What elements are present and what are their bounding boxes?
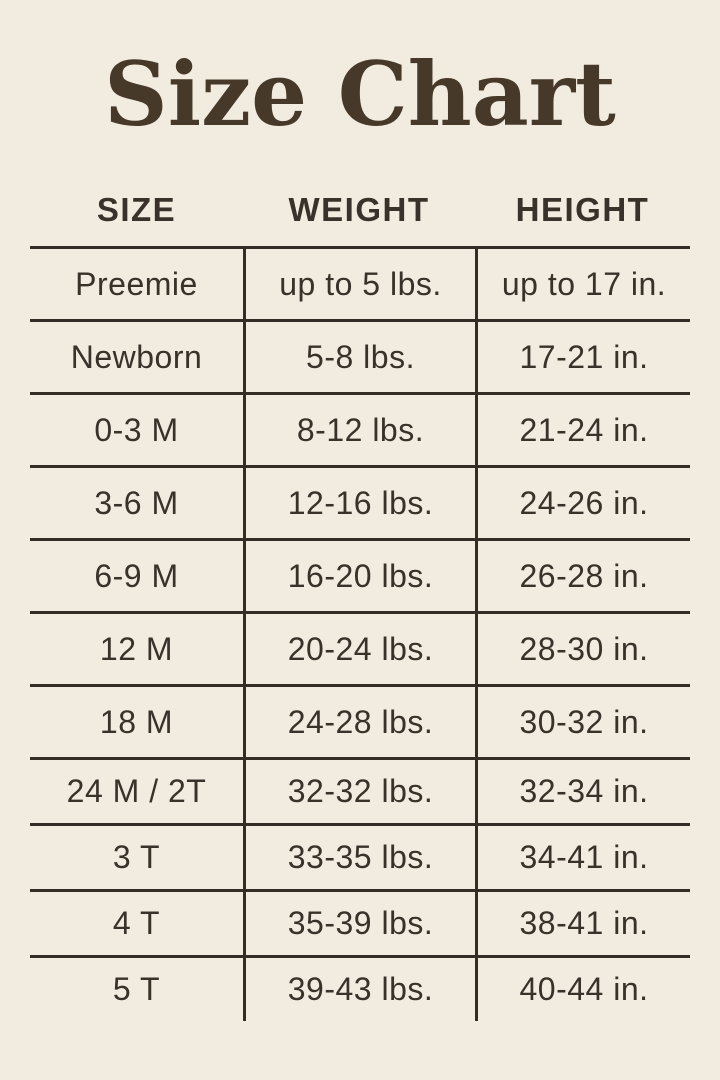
size-cell: 4 T [112,905,161,942]
height-cell: 28-30 in. [475,614,690,684]
table-header-row [30,174,690,246]
weight-cell: up to 5 lbs. [243,249,475,319]
table-row [30,955,690,1021]
column-header-height: HEIGHT [515,191,650,229]
table-row [30,392,690,465]
height-cell: 40-44 in. [475,958,690,1021]
size-cell: 18 M [99,703,174,740]
weight-cell: 35-39 lbs. [243,892,475,955]
weight-cell: 5-8 lbs. [243,322,475,392]
table-row [30,465,690,538]
weight-cell: 8-12 lbs. [243,395,475,465]
weight-cell: 16-20 lbs. [243,541,475,611]
table-row [30,889,690,955]
size-cell: Newborn [70,338,203,375]
table-row [30,246,690,319]
height-cell: 26-28 in. [475,541,690,611]
table-row [30,757,690,823]
size-cell: 24 M / 2T [66,773,207,810]
height-cell: 38-41 in. [475,892,690,955]
height-cell: 30-32 in. [475,687,690,757]
height-cell: 34-41 in. [475,826,690,889]
weight-cell: 20-24 lbs. [243,614,475,684]
size-cell: 12 M [99,630,174,667]
size-cell: 6-9 M [94,557,179,594]
weight-cell: 12-16 lbs. [243,468,475,538]
height-cell: 24-26 in. [475,468,690,538]
size-cell: 3 T [112,839,161,876]
page-title: Size Chart [104,42,616,146]
size-cell: 0-3 M [94,411,179,448]
table-row [30,611,690,684]
weight-cell: 33-35 lbs. [243,826,475,889]
column-header-size: SIZE [96,191,177,229]
size-cell: 3-6 M [94,484,179,521]
height-cell: 32-34 in. [475,760,690,823]
height-cell: 21-24 in. [475,395,690,465]
height-cell: 17-21 in. [475,322,690,392]
column-header-weight: WEIGHT [288,191,430,229]
height-cell: up to 17 in. [475,249,690,319]
table-body [30,246,690,1021]
table-row [30,684,690,757]
size-cell: Preemie [75,265,198,302]
weight-cell: 24-28 lbs. [243,687,475,757]
table-row [30,538,690,611]
table-row [30,823,690,889]
size-cell: 5 T [112,971,161,1008]
size-chart-table [30,174,690,1021]
weight-cell: 39-43 lbs. [243,958,475,1021]
table-row [30,319,690,392]
weight-cell: 32-32 lbs. [243,760,475,823]
